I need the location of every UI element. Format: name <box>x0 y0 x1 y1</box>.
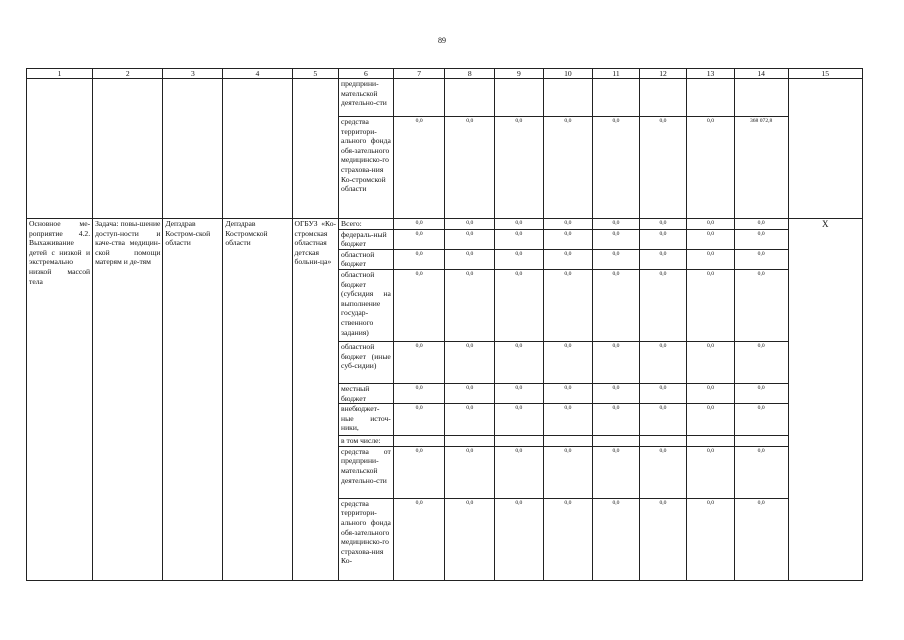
measure-task: Задача: повы-шение доступ-ности и каче-ства медицин-ской помощи матерям и де-тям <box>93 219 163 581</box>
funding-source-label: предприни-мательской деятельно-сти <box>339 79 394 117</box>
value-cell <box>593 436 640 447</box>
column-header: 3 <box>163 69 223 79</box>
value-cell: 0,0 <box>445 229 495 249</box>
column-header: 4 <box>223 69 292 79</box>
column-header: 11 <box>593 69 640 79</box>
funding-source-label: местный бюджет <box>339 383 394 403</box>
value-cell: 0,0 <box>639 498 687 580</box>
value-cell: 0,0 <box>687 269 735 341</box>
column-header: 1 <box>27 69 93 79</box>
funding-source-label: в том числе: <box>339 436 394 447</box>
column-header: 13 <box>687 69 735 79</box>
value-cell: 0,0 <box>393 219 445 230</box>
value-cell: 0,0 <box>495 249 544 269</box>
value-cell <box>639 436 687 447</box>
value-cell: 0,0 <box>393 404 445 436</box>
value-cell: 0,0 <box>393 341 445 383</box>
value-cell: 0,0 <box>445 219 495 230</box>
value-cell: 0,0 <box>734 498 788 580</box>
value-cell: 0,0 <box>495 229 544 249</box>
value-cell: 0,0 <box>593 219 640 230</box>
empty-cell <box>27 79 93 219</box>
value-cell: 0,0 <box>543 446 593 498</box>
value-cell: 0,0 <box>543 404 593 436</box>
funding-source-label: областной бюджет (субсидия на выполнение государ-ственного задания) <box>339 269 394 341</box>
funding-source-label: областной бюджет <box>339 249 394 269</box>
value-cell: 0,0 <box>593 498 640 580</box>
empty-cell <box>223 79 292 219</box>
table-row <box>27 219 863 230</box>
column-header: 2 <box>93 69 163 79</box>
value-cell: 0,0 <box>734 219 788 230</box>
value-cell: 0,0 <box>593 117 640 219</box>
table-header-row <box>27 69 863 79</box>
value-cell: 0,0 <box>639 404 687 436</box>
value-cell <box>445 79 495 117</box>
value-cell: 0,0 <box>495 404 544 436</box>
value-cell: 0,0 <box>495 269 544 341</box>
value-cell: 0,0 <box>593 404 640 436</box>
value-cell: 0,0 <box>639 383 687 403</box>
value-cell: 0,0 <box>687 383 735 403</box>
value-cell: 0,0 <box>495 219 544 230</box>
value-cell: 0,0 <box>445 404 495 436</box>
value-cell: 0,0 <box>734 269 788 341</box>
value-cell: 0,0 <box>543 498 593 580</box>
value-cell <box>495 79 544 117</box>
value-cell: 0,0 <box>593 341 640 383</box>
value-cell: 0,0 <box>445 341 495 383</box>
value-cell: 0,0 <box>639 446 687 498</box>
value-cell: 0,0 <box>639 341 687 383</box>
value-cell: 0,0 <box>543 269 593 341</box>
column-header: 14 <box>734 69 788 79</box>
indicator-mark: X <box>788 219 862 581</box>
value-cell: 0,0 <box>687 446 735 498</box>
value-cell: 0,0 <box>393 269 445 341</box>
value-cell: 0,0 <box>543 249 593 269</box>
value-cell: 0,0 <box>543 229 593 249</box>
funding-source-label: средства территори-ального фонда обя-зательного медицинско-го страхова-ния Ко- <box>339 498 394 580</box>
value-cell: 0,0 <box>687 219 735 230</box>
value-cell: 0,0 <box>687 341 735 383</box>
value-cell: 0,0 <box>639 219 687 230</box>
value-cell: 0,0 <box>687 229 735 249</box>
value-cell: 0,0 <box>393 117 445 219</box>
value-cell: 0,0 <box>393 229 445 249</box>
value-cell: 0,0 <box>593 383 640 403</box>
value-cell: 0,0 <box>687 404 735 436</box>
value-cell: 0,0 <box>593 269 640 341</box>
value-cell: 0,0 <box>734 341 788 383</box>
column-header: 5 <box>292 69 339 79</box>
value-cell: 0,0 <box>445 446 495 498</box>
funding-source-label: средства территори-ального фонда обя-зательного медицинско-го страхова-ния Ко-стромской области <box>339 117 394 219</box>
empty-cell <box>163 79 223 219</box>
empty-cell <box>93 79 163 219</box>
column-header: 8 <box>445 69 495 79</box>
value-cell: 0,0 <box>593 446 640 498</box>
value-cell <box>543 436 593 447</box>
value-cell: 0,0 <box>639 269 687 341</box>
value-cell: 0,0 <box>639 249 687 269</box>
value-cell: 0,0 <box>543 219 593 230</box>
value-cell: 0,0 <box>393 498 445 580</box>
page-number: 89 <box>438 36 446 45</box>
value-cell: 0,0 <box>593 249 640 269</box>
value-cell: 0,0 <box>495 498 544 580</box>
value-cell: 0,0 <box>495 341 544 383</box>
value-cell: 0,0 <box>495 446 544 498</box>
value-cell: 0,0 <box>543 341 593 383</box>
value-cell <box>734 79 788 117</box>
value-cell: 0,0 <box>734 446 788 498</box>
value-cell: 0,0 <box>593 229 640 249</box>
value-cell <box>445 436 495 447</box>
value-cell: 0,0 <box>393 249 445 269</box>
value-cell <box>687 79 735 117</box>
value-cell: 0,0 <box>734 249 788 269</box>
value-cell: 0,0 <box>445 249 495 269</box>
value-cell <box>393 436 445 447</box>
column-header: 9 <box>495 69 544 79</box>
column-header: 10 <box>543 69 593 79</box>
empty-cell <box>788 79 862 219</box>
value-cell <box>495 436 544 447</box>
value-cell: 0,0 <box>393 383 445 403</box>
value-cell: 0,0 <box>495 383 544 403</box>
column-header: 6 <box>339 69 394 79</box>
measure-name: Основное ме-роприятие 4.2. Выхаживание детей с низкой и экстремально низкой массой тела <box>27 219 93 581</box>
program-table <box>26 68 863 581</box>
value-cell: 0,0 <box>445 383 495 403</box>
responsible-executor: Депздрав Костром-ской области <box>163 219 223 581</box>
value-cell: 0,0 <box>543 117 593 219</box>
funding-source-label: Всего: <box>339 219 394 230</box>
value-cell: 0,0 <box>543 383 593 403</box>
value-cell: 0,0 <box>639 229 687 249</box>
value-cell: 0,0 <box>445 117 495 219</box>
empty-cell <box>292 79 339 219</box>
value-cell: 0,0 <box>734 383 788 403</box>
column-header: 15 <box>788 69 862 79</box>
table-row <box>27 79 863 117</box>
value-cell: 0,0 <box>445 498 495 580</box>
value-cell: 0,0 <box>639 117 687 219</box>
co-executor: Депздрав Костромской области <box>223 219 292 581</box>
value-cell <box>393 79 445 117</box>
column-header: 12 <box>639 69 687 79</box>
funding-source-label: внебюджет-ные источ-ники, <box>339 404 394 436</box>
column-header: 7 <box>393 69 445 79</box>
funding-source-label: федераль-ный бюджет <box>339 229 394 249</box>
participant: ОГБУЗ «Ко-стромская областная детская больни-ца» <box>292 219 339 581</box>
value-cell: 0,0 <box>687 249 735 269</box>
value-cell <box>543 79 593 117</box>
value-cell <box>639 79 687 117</box>
value-cell: 0,0 <box>734 404 788 436</box>
funding-source-label: областной бюджет (иные суб-сидии) <box>339 341 394 383</box>
value-cell: 0,0 <box>393 446 445 498</box>
value-cell: 0,0 <box>495 117 544 219</box>
value-cell <box>734 436 788 447</box>
value-cell: 0,0 <box>445 269 495 341</box>
value-cell: 0,0 <box>687 117 735 219</box>
funding-source-label: средства от предприни-мательской деятельно-сти <box>339 446 394 498</box>
value-cell: 368 072,8 <box>734 117 788 219</box>
value-cell: 0,0 <box>734 229 788 249</box>
value-cell <box>687 436 735 447</box>
value-cell: 0,0 <box>687 498 735 580</box>
value-cell <box>593 79 640 117</box>
